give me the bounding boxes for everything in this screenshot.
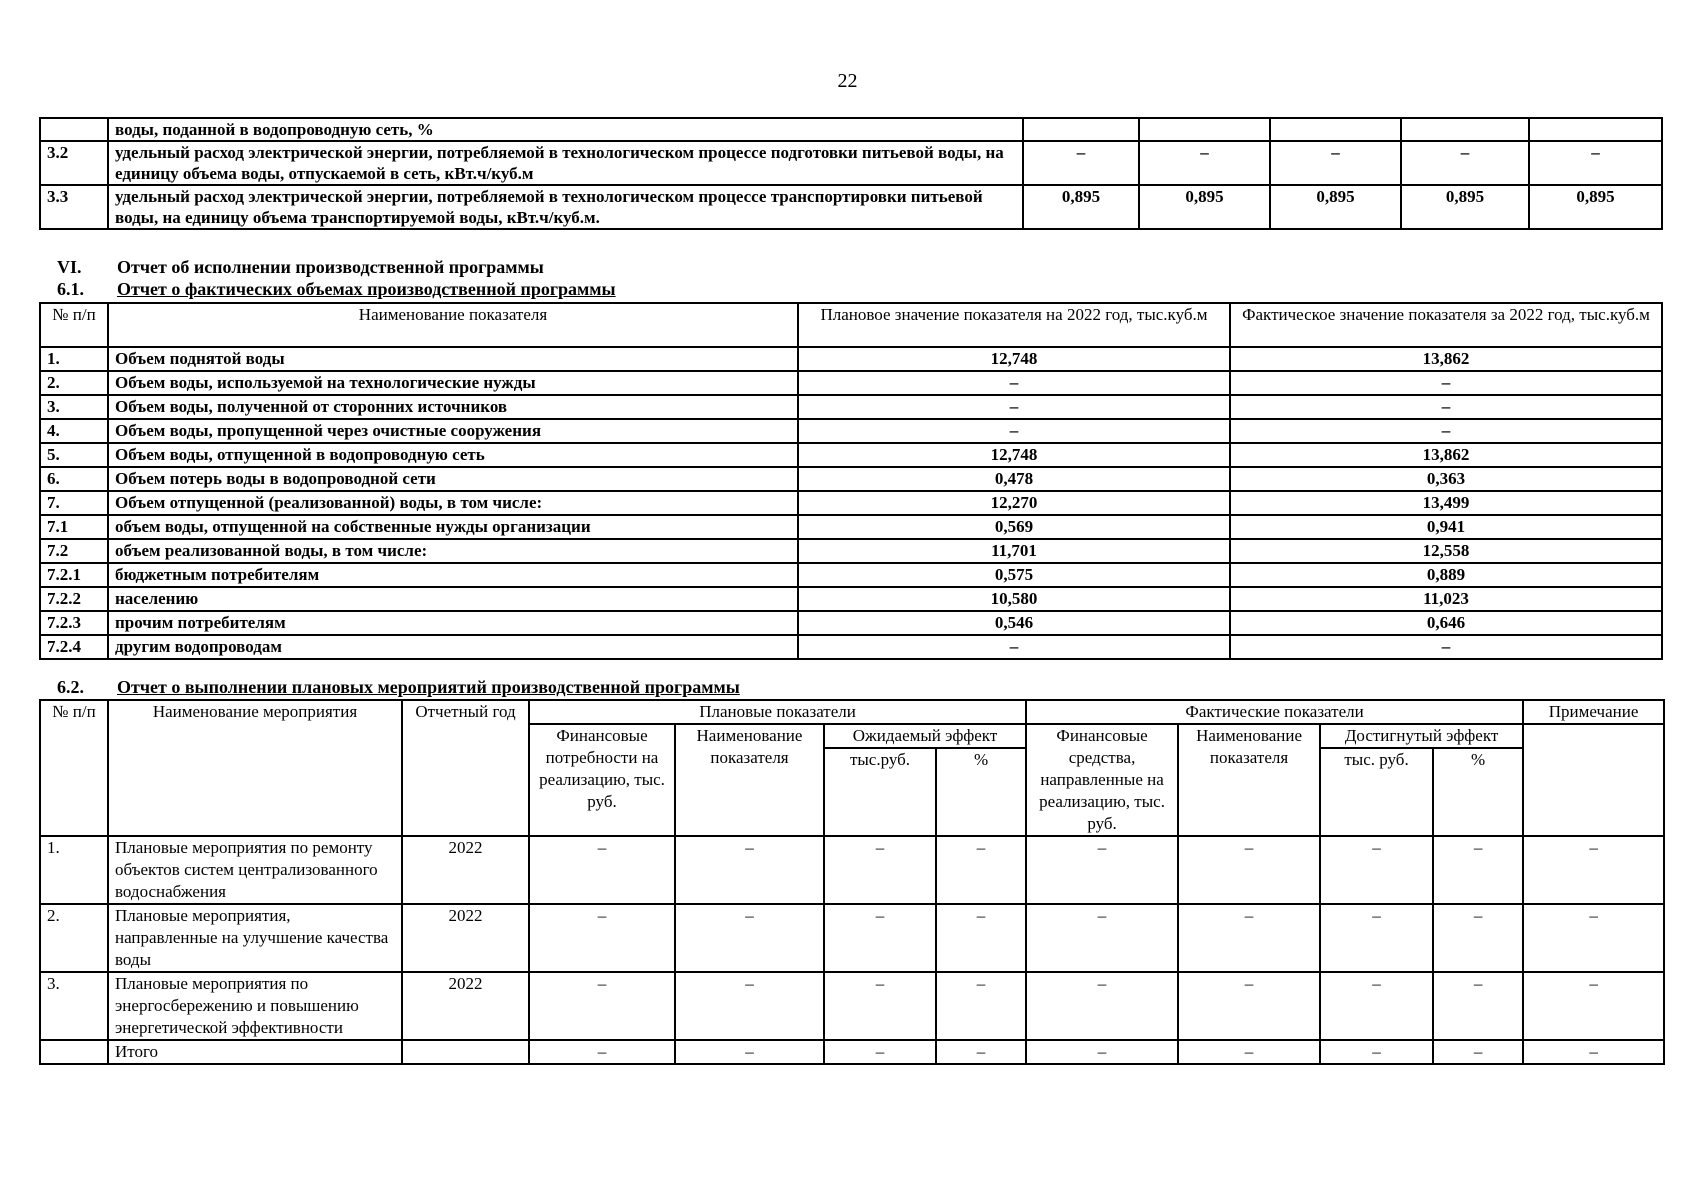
value-cell: – [1026, 1040, 1178, 1064]
section-title: Отчет о выполнении плановых мероприятий производственной программы [117, 677, 740, 697]
indicator-name: объем реализованной воды, в том числе: [108, 539, 798, 563]
table-row [40, 141, 1662, 185]
table-row [40, 491, 1662, 515]
table-header-row [40, 303, 1662, 347]
plan-value: 0,569 [798, 515, 1230, 539]
table-row [40, 539, 1662, 563]
value-cell [1401, 118, 1529, 141]
table-row [40, 611, 1662, 635]
value-cell: 0,895 [1023, 185, 1139, 229]
fact-value: 11,023 [1230, 587, 1662, 611]
value-cell: – [1523, 904, 1664, 972]
plan-value: 12,748 [798, 443, 1230, 467]
report-year: 2022 [402, 836, 529, 904]
value-cell: – [936, 904, 1026, 972]
value-cell: – [529, 972, 675, 1040]
fact-value: 0,363 [1230, 467, 1662, 491]
value-cell: – [824, 972, 936, 1040]
header-fact-indicator: Наименование показателя [1178, 724, 1320, 836]
table-row [40, 347, 1662, 371]
plan-value: 10,580 [798, 587, 1230, 611]
row-number [40, 118, 108, 141]
value-cell: – [1320, 972, 1433, 1040]
energy-consumption-table [39, 117, 1663, 230]
section-heading-vi [57, 256, 544, 278]
value-cell: – [1026, 836, 1178, 904]
production-volumes-table [39, 302, 1663, 660]
header-plan-indicator: Наименование показателя [675, 724, 824, 836]
value-cell: 0,895 [1529, 185, 1662, 229]
plan-value: – [798, 395, 1230, 419]
table-row [40, 563, 1662, 587]
value-cell [1270, 118, 1401, 141]
plan-value: 0,575 [798, 563, 1230, 587]
header-fact-rub: тыс. руб. [1320, 748, 1433, 836]
value-cell: – [675, 904, 824, 972]
value-cell [1023, 118, 1139, 141]
table-row [40, 371, 1662, 395]
row-number: 3.3 [40, 185, 108, 229]
section-number: 6.1. [57, 279, 84, 299]
report-year [402, 1040, 529, 1064]
table-row [40, 118, 1662, 141]
header-plan-effect: Ожидаемый эффект [824, 724, 1026, 748]
indicator-name: Объем поднятой воды [108, 347, 798, 371]
value-cell [1139, 118, 1270, 141]
table-row [40, 836, 1664, 904]
indicator-name: удельный расход электрической энергии, потребляемой в технологическом процессе транспортировки питьевой воды, на единицу объема транспортируемой воды, кВт.ч/куб.м. [108, 185, 1023, 229]
section-heading-6-2 [57, 676, 740, 698]
plan-value: 12,748 [798, 347, 1230, 371]
header-report-year: Отчетный год [402, 700, 529, 836]
value-cell [1529, 118, 1662, 141]
value-cell: – [1433, 1040, 1523, 1064]
total-row [40, 1040, 1664, 1064]
row-number: 7.2 [40, 539, 108, 563]
fact-value: 13,862 [1230, 347, 1662, 371]
value-cell: – [824, 904, 936, 972]
value-cell: – [1320, 904, 1433, 972]
value-cell: – [1178, 904, 1320, 972]
table-row [40, 972, 1664, 1040]
plan-value: 12,270 [798, 491, 1230, 515]
planned-measures-table [39, 699, 1665, 1065]
total-label: Итого [108, 1040, 402, 1064]
indicator-name: Объем воды, отпущенной в водопроводную сеть [108, 443, 798, 467]
value-cell: – [1320, 1040, 1433, 1064]
value-cell: – [936, 836, 1026, 904]
value-cell: – [1270, 141, 1401, 185]
row-number: 2. [40, 371, 108, 395]
table-row [40, 419, 1662, 443]
value-cell: – [1523, 972, 1664, 1040]
value-cell: – [529, 1040, 675, 1064]
header-number: № п/п [40, 303, 108, 347]
header-measure-name: Наименование мероприятия [108, 700, 402, 836]
value-cell: – [1529, 141, 1662, 185]
plan-value: 11,701 [798, 539, 1230, 563]
table-header-row [40, 700, 1664, 724]
header-fact-value: Фактическое значение показателя за 2022 год, тыс.куб.м [1230, 303, 1662, 347]
header-fact-group: Фактические показатели [1026, 700, 1523, 724]
value-cell: – [1023, 141, 1139, 185]
header-plan-rub: тыс.руб. [824, 748, 936, 836]
report-year: 2022 [402, 904, 529, 972]
plan-value: – [798, 419, 1230, 443]
fact-value: 13,499 [1230, 491, 1662, 515]
value-cell: – [824, 1040, 936, 1064]
fact-value: 12,558 [1230, 539, 1662, 563]
table-row [40, 443, 1662, 467]
value-cell: – [529, 904, 675, 972]
section-number: 6.2. [57, 677, 84, 697]
indicator-name: объем воды, отпущенной на собственные нужды организации [108, 515, 798, 539]
value-cell: – [1178, 972, 1320, 1040]
row-number: 7.2.1 [40, 563, 108, 587]
row-number: 1. [40, 347, 108, 371]
report-year: 2022 [402, 972, 529, 1040]
section-title: Отчет об исполнении производственной программы [117, 257, 544, 277]
value-cell: – [1401, 141, 1529, 185]
plan-value: – [798, 635, 1230, 659]
value-cell: – [1523, 1040, 1664, 1064]
section-heading-6-1 [57, 278, 616, 300]
value-cell: – [936, 1040, 1026, 1064]
measure-name: Плановые мероприятия, направленные на улучшение качества воды [108, 904, 402, 972]
value-cell: – [1178, 836, 1320, 904]
value-cell: – [1139, 141, 1270, 185]
header-note: Примечание [1523, 700, 1664, 724]
header-plan-finance: Финансовые потребности на реализацию, тыс. руб. [529, 724, 675, 836]
indicator-name: Объем потерь воды в водопроводной сети [108, 467, 798, 491]
value-cell: – [1026, 904, 1178, 972]
indicator-name: бюджетным потребителям [108, 563, 798, 587]
fact-value: – [1230, 371, 1662, 395]
header-fact-finance: Финансовые средства, направленные на реализацию, тыс. руб. [1026, 724, 1178, 836]
value-cell: – [936, 972, 1026, 1040]
value-cell: – [1320, 836, 1433, 904]
indicator-name: Объем воды, используемой на технологические нужды [108, 371, 798, 395]
header-indicator-name: Наименование показателя [108, 303, 798, 347]
section-number: VI. [57, 257, 82, 277]
table-row [40, 587, 1662, 611]
indicator-name: другим водопроводам [108, 635, 798, 659]
value-cell: – [1523, 836, 1664, 904]
table-row [40, 515, 1662, 539]
value-cell: 0,895 [1401, 185, 1529, 229]
row-number: 3.2 [40, 141, 108, 185]
value-cell: – [1433, 904, 1523, 972]
table-row [40, 635, 1662, 659]
row-number: 3. [40, 972, 108, 1040]
value-cell: – [675, 972, 824, 1040]
indicator-name: Объем воды, пропущенной через очистные сооружения [108, 419, 798, 443]
fact-value: – [1230, 395, 1662, 419]
value-cell: – [675, 1040, 824, 1064]
value-cell: – [1178, 1040, 1320, 1064]
indicator-name: Объем воды, полученной от сторонних источников [108, 395, 798, 419]
row-number: 7.1 [40, 515, 108, 539]
page-number: 22 [837, 70, 858, 92]
indicator-name: удельный расход электрической энергии, потребляемой в технологическом процессе подготовки питьевой воды, на единицу объема воды, отпускаемой в сеть, кВт.ч/куб.м [108, 141, 1023, 185]
row-number: 5. [40, 443, 108, 467]
table-row [40, 185, 1662, 229]
fact-value: – [1230, 635, 1662, 659]
value-cell: – [1026, 972, 1178, 1040]
value-cell: – [1433, 972, 1523, 1040]
header-plan-pct: % [936, 748, 1026, 836]
row-number: 7. [40, 491, 108, 515]
value-cell: 0,895 [1139, 185, 1270, 229]
header-plan-group: Плановые показатели [529, 700, 1026, 724]
row-number: 7.2.3 [40, 611, 108, 635]
row-number: 6. [40, 467, 108, 491]
header-number: № п/п [40, 700, 108, 836]
indicator-name: Объем отпущенной (реализованной) воды, в том числе: [108, 491, 798, 515]
value-cell: – [675, 836, 824, 904]
row-number: 4. [40, 419, 108, 443]
fact-value: 0,889 [1230, 563, 1662, 587]
fact-value: 0,646 [1230, 611, 1662, 635]
fact-value: – [1230, 419, 1662, 443]
value-cell: – [1433, 836, 1523, 904]
value-cell: – [529, 836, 675, 904]
value-cell: – [824, 836, 936, 904]
table-row [40, 904, 1664, 972]
header-fact-pct: % [1433, 748, 1523, 836]
plan-value: 0,546 [798, 611, 1230, 635]
indicator-name: воды, поданной в водопроводную сеть, % [108, 118, 1023, 141]
indicator-name: прочим потребителям [108, 611, 798, 635]
header-note-blank [1523, 724, 1664, 836]
row-number: 2. [40, 904, 108, 972]
header-fact-effect: Достигнутый эффект [1320, 724, 1523, 748]
header-plan-value: Плановое значение показателя на 2022 год, тыс.куб.м [798, 303, 1230, 347]
plan-value: 0,478 [798, 467, 1230, 491]
fact-value: 0,941 [1230, 515, 1662, 539]
row-number: 3. [40, 395, 108, 419]
value-cell: 0,895 [1270, 185, 1401, 229]
section-title: Отчет о фактических объемах производственной программы [117, 279, 616, 299]
indicator-name: населению [108, 587, 798, 611]
table-row [40, 395, 1662, 419]
table-row [40, 467, 1662, 491]
plan-value: – [798, 371, 1230, 395]
row-number: 1. [40, 836, 108, 904]
row-number: 7.2.4 [40, 635, 108, 659]
fact-value: 13,862 [1230, 443, 1662, 467]
measure-name: Плановые мероприятия по энергосбережению и повышению энергетической эффективности [108, 972, 402, 1040]
row-number [40, 1040, 108, 1064]
measure-name: Плановые мероприятия по ремонту объектов систем централизованного водоснабжения [108, 836, 402, 904]
row-number: 7.2.2 [40, 587, 108, 611]
